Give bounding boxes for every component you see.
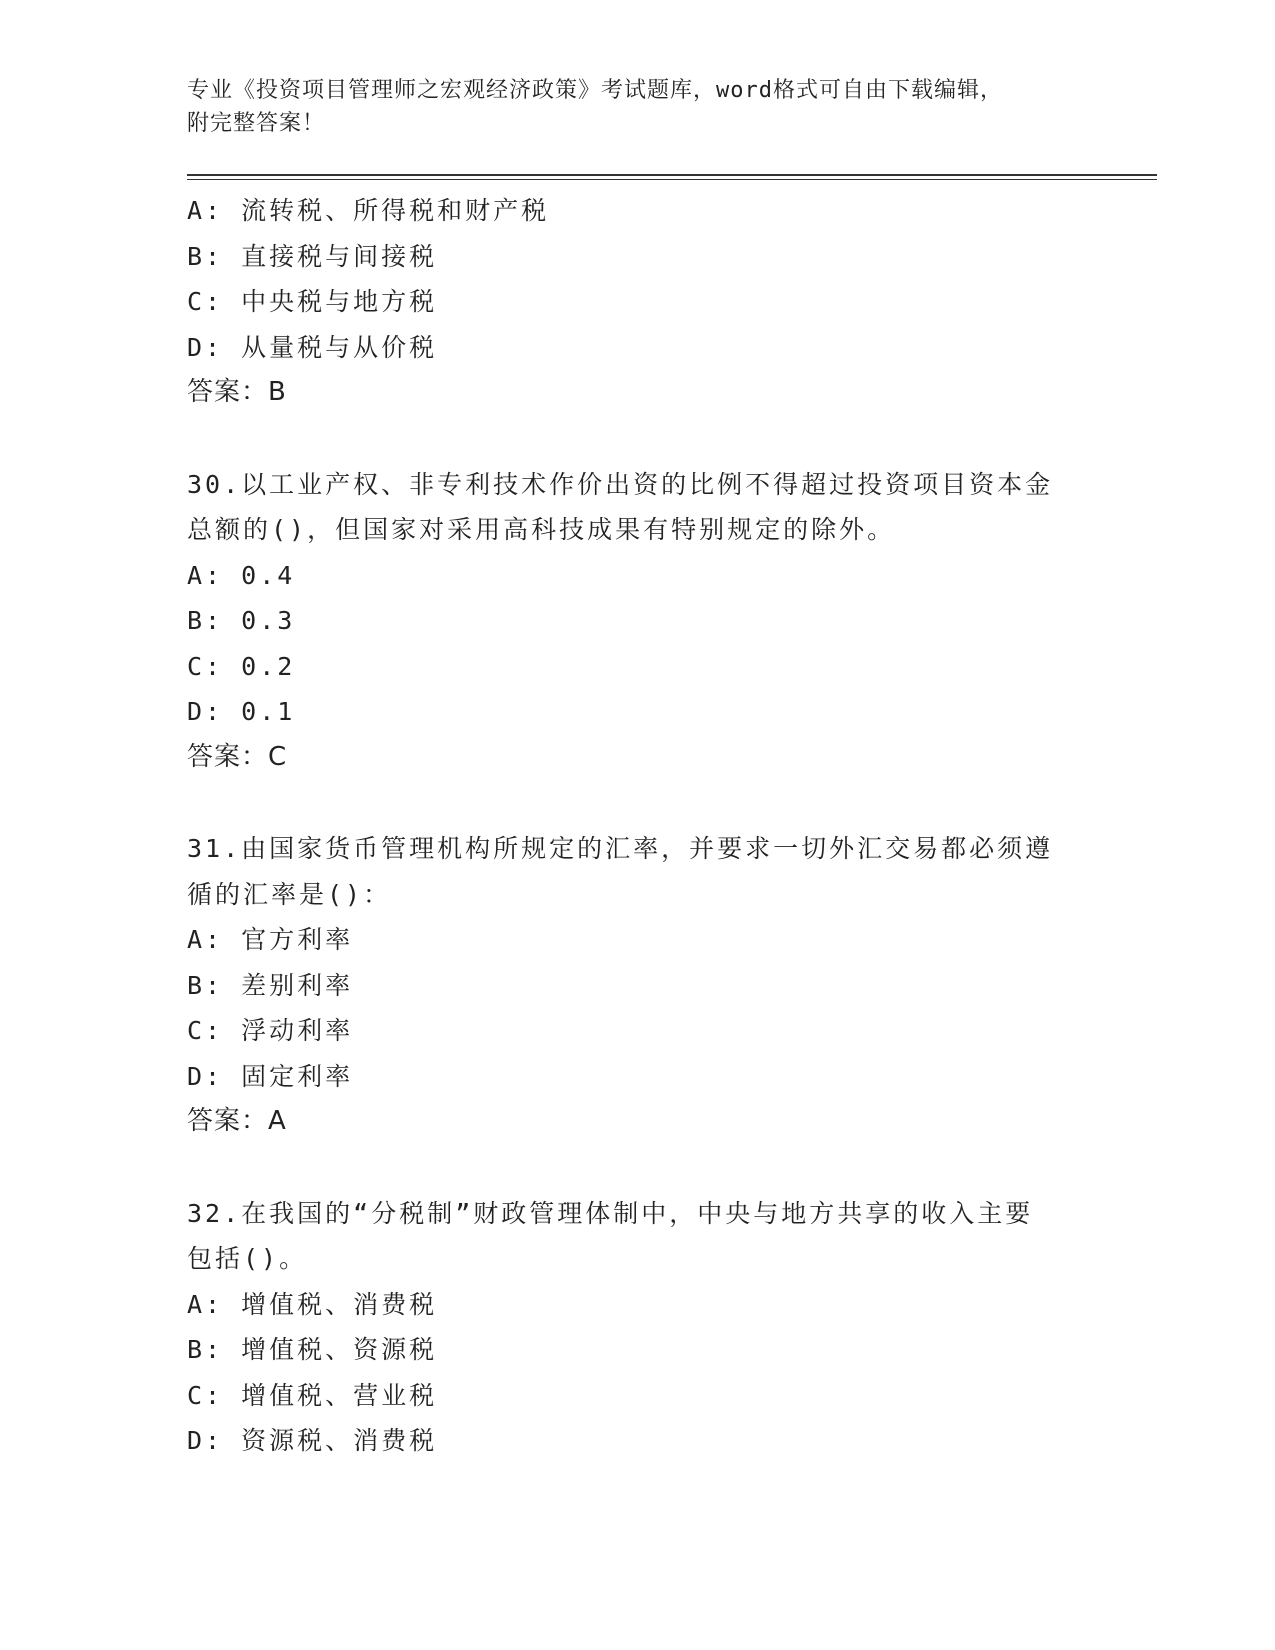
option-a: A: 流转税、所得税和财产税	[187, 196, 550, 225]
option-d: D: 资源税、消费税	[187, 1426, 438, 1455]
divider-line-top	[187, 174, 1157, 176]
option-a: A: 官方利率	[187, 925, 354, 954]
answer-text: 答案：A	[187, 1106, 287, 1136]
question-stem-line-2: 循的汇率是()：	[187, 879, 392, 909]
question-list	[187, 188, 1157, 1464]
document-page	[187, 74, 1157, 1464]
question-stem-line-1: 30.以工业产权、非专利技术作价出资的比例不得超过投资项目资本金	[187, 469, 1054, 499]
header-line-1: 专业《投资项目管理师之宏观经济政策》考试题库，word格式可自由下载编辑，	[187, 78, 1003, 103]
option-a: A: 0.4	[187, 560, 296, 590]
divider-line-bottom	[187, 179, 1157, 180]
option-c: C: 增值税、营业税	[187, 1380, 438, 1410]
header-divider	[187, 174, 1157, 180]
option-d: D: 0.1	[187, 697, 296, 726]
question-stem-line-2: 包括()。	[187, 1244, 308, 1273]
question-stem-line-1: 31.由国家货币管理机构所规定的汇率，并要求一切外汇交易都必须遵	[187, 834, 1054, 863]
question-29-continued	[187, 188, 1157, 416]
option-b: B: 直接税与间接税	[187, 241, 438, 271]
option-c: C: 浮动利率	[187, 1016, 354, 1045]
option-b: B: 增值税、资源税	[187, 1335, 438, 1364]
header-line-2: 附完整答案！	[187, 111, 326, 136]
question-31	[187, 826, 1157, 1145]
option-b: B: 0.3	[187, 606, 296, 635]
option-c: C: 0.2	[187, 651, 296, 681]
document-header	[187, 74, 1157, 140]
option-a: A: 增值税、消费税	[187, 1289, 438, 1319]
question-stem-line-1: 32.在我国的“分税制”财政管理体制中，中央与地方共享的收入主要	[187, 1198, 1034, 1228]
option-d: D: 从量税与从价税	[187, 332, 438, 362]
option-c: C: 中央税与地方税	[187, 287, 438, 316]
answer-text: 答案：C	[187, 741, 288, 772]
question-stem-line-2: 总额的()，但国家对采用高科技成果有特别规定的除外。	[187, 515, 896, 544]
option-d: D: 固定利率	[187, 1061, 354, 1091]
question-30	[187, 462, 1157, 781]
answer-text: 答案：B	[187, 377, 287, 407]
option-b: B: 差别利率	[187, 970, 354, 1000]
question-32	[187, 1191, 1157, 1464]
